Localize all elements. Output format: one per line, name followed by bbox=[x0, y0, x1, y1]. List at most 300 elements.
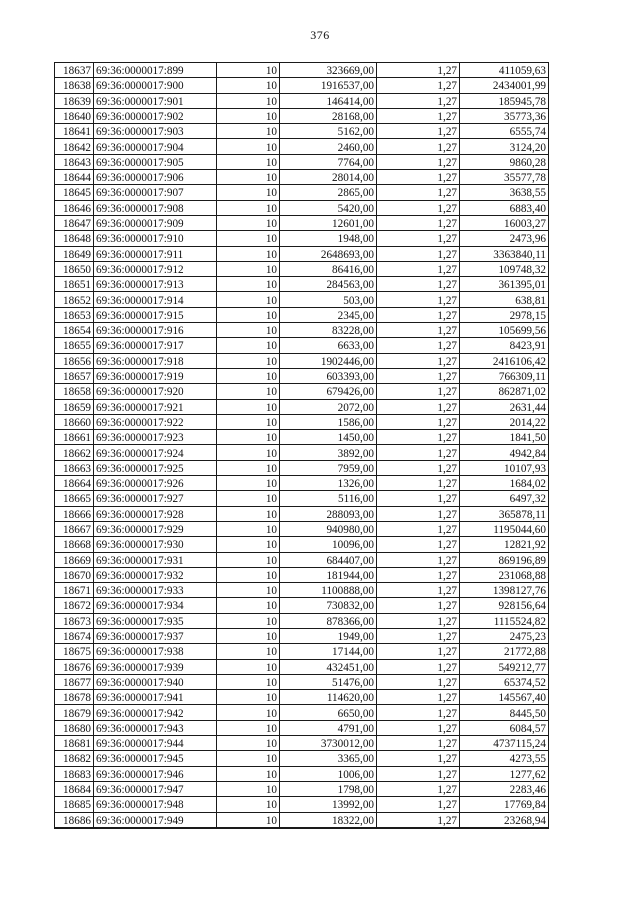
row-number-cell: 18686 bbox=[55, 812, 94, 828]
group-code-cell: 10 bbox=[217, 108, 280, 123]
result-value-cell: 109748,32 bbox=[460, 261, 549, 276]
group-code-cell: 10 bbox=[217, 445, 280, 460]
table-row bbox=[55, 63, 549, 78]
row-number-cell: 18637 bbox=[55, 63, 94, 78]
row-number-cell: 18650 bbox=[55, 261, 94, 276]
cadastral-number-cell: 69:36:0000017:930 bbox=[94, 537, 217, 552]
cadastral-value-table bbox=[54, 62, 549, 829]
table-row bbox=[55, 491, 549, 506]
cadastral-number-cell: 69:36:0000017:916 bbox=[94, 323, 217, 338]
cadastral-number-cell: 69:36:0000017:906 bbox=[94, 170, 217, 185]
base-value-cell: 4791,00 bbox=[280, 720, 377, 735]
cadastral-number-cell: 69:36:0000017:946 bbox=[94, 766, 217, 781]
result-value-cell: 35773,36 bbox=[460, 108, 549, 123]
coefficient-cell: 1,27 bbox=[377, 108, 460, 123]
base-value-cell: 3730012,00 bbox=[280, 736, 377, 751]
cadastral-number-cell: 69:36:0000017:909 bbox=[94, 215, 217, 230]
result-value-cell: 9860,28 bbox=[460, 154, 549, 169]
group-code-cell: 10 bbox=[217, 736, 280, 751]
row-number-cell: 18638 bbox=[55, 78, 94, 93]
cadastral-number-cell: 69:36:0000017:920 bbox=[94, 384, 217, 399]
table-row bbox=[55, 476, 549, 491]
coefficient-cell: 1,27 bbox=[377, 552, 460, 567]
base-value-cell: 2648693,00 bbox=[280, 246, 377, 261]
group-code-cell: 10 bbox=[217, 124, 280, 139]
group-code-cell: 10 bbox=[217, 628, 280, 643]
table-row bbox=[55, 277, 549, 292]
base-value-cell: 6650,00 bbox=[280, 705, 377, 720]
base-value-cell: 730832,00 bbox=[280, 598, 377, 613]
row-number-cell: 18646 bbox=[55, 200, 94, 215]
cadastral-number-cell: 69:36:0000017:935 bbox=[94, 613, 217, 628]
cadastral-number-cell: 69:36:0000017:949 bbox=[94, 812, 217, 828]
result-value-cell: 17769,84 bbox=[460, 797, 549, 812]
table-row bbox=[55, 353, 549, 368]
base-value-cell: 7959,00 bbox=[280, 460, 377, 475]
row-number-cell: 18666 bbox=[55, 506, 94, 521]
row-number-cell: 18662 bbox=[55, 445, 94, 460]
group-code-cell: 10 bbox=[217, 583, 280, 598]
result-value-cell: 2416106,42 bbox=[460, 353, 549, 368]
cadastral-number-cell: 69:36:0000017:901 bbox=[94, 93, 217, 108]
table-row bbox=[55, 705, 549, 720]
cadastral-number-cell: 69:36:0000017:921 bbox=[94, 399, 217, 414]
row-number-cell: 18676 bbox=[55, 659, 94, 674]
group-code-cell: 10 bbox=[217, 246, 280, 261]
coefficient-cell: 1,27 bbox=[377, 812, 460, 828]
coefficient-cell: 1,27 bbox=[377, 736, 460, 751]
table-row bbox=[55, 521, 549, 536]
base-value-cell: 1100888,00 bbox=[280, 583, 377, 598]
table-row bbox=[55, 537, 549, 552]
cadastral-number-cell: 69:36:0000017:911 bbox=[94, 246, 217, 261]
result-value-cell: 2014,22 bbox=[460, 414, 549, 429]
base-value-cell: 2865,00 bbox=[280, 185, 377, 200]
row-number-cell: 18664 bbox=[55, 476, 94, 491]
row-number-cell: 18657 bbox=[55, 368, 94, 383]
result-value-cell: 2631,44 bbox=[460, 399, 549, 414]
base-value-cell: 146414,00 bbox=[280, 93, 377, 108]
coefficient-cell: 1,27 bbox=[377, 231, 460, 246]
row-number-cell: 18682 bbox=[55, 751, 94, 766]
result-value-cell: 4942,84 bbox=[460, 445, 549, 460]
base-value-cell: 2345,00 bbox=[280, 307, 377, 322]
table-row bbox=[55, 628, 549, 643]
row-number-cell: 18649 bbox=[55, 246, 94, 261]
table-row bbox=[55, 215, 549, 230]
group-code-cell: 10 bbox=[217, 63, 280, 78]
result-value-cell: 6883,40 bbox=[460, 200, 549, 215]
base-value-cell: 114620,00 bbox=[280, 690, 377, 705]
group-code-cell: 10 bbox=[217, 797, 280, 812]
cadastral-number-cell: 69:36:0000017:912 bbox=[94, 261, 217, 276]
cadastral-number-cell: 69:36:0000017:899 bbox=[94, 63, 217, 78]
base-value-cell: 28014,00 bbox=[280, 170, 377, 185]
base-value-cell: 10096,00 bbox=[280, 537, 377, 552]
row-number-cell: 18642 bbox=[55, 139, 94, 154]
table-row bbox=[55, 231, 549, 246]
coefficient-cell: 1,27 bbox=[377, 705, 460, 720]
base-value-cell: 284563,00 bbox=[280, 277, 377, 292]
result-value-cell: 2978,15 bbox=[460, 307, 549, 322]
row-number-cell: 18679 bbox=[55, 705, 94, 720]
table-row bbox=[55, 552, 549, 567]
coefficient-cell: 1,27 bbox=[377, 430, 460, 445]
cadastral-number-cell: 69:36:0000017:904 bbox=[94, 139, 217, 154]
result-value-cell: 1684,02 bbox=[460, 476, 549, 491]
row-number-cell: 18663 bbox=[55, 460, 94, 475]
table-row bbox=[55, 460, 549, 475]
group-code-cell: 10 bbox=[217, 430, 280, 445]
table-row bbox=[55, 430, 549, 445]
coefficient-cell: 1,27 bbox=[377, 414, 460, 429]
table-row bbox=[55, 246, 549, 261]
table-row bbox=[55, 766, 549, 781]
group-code-cell: 10 bbox=[217, 414, 280, 429]
row-number-cell: 18677 bbox=[55, 674, 94, 689]
base-value-cell: 288093,00 bbox=[280, 506, 377, 521]
table-row bbox=[55, 185, 549, 200]
group-code-cell: 10 bbox=[217, 93, 280, 108]
result-value-cell: 8445,50 bbox=[460, 705, 549, 720]
cadastral-number-cell: 69:36:0000017:907 bbox=[94, 185, 217, 200]
coefficient-cell: 1,27 bbox=[377, 154, 460, 169]
row-number-cell: 18644 bbox=[55, 170, 94, 185]
cadastral-number-cell: 69:36:0000017:929 bbox=[94, 521, 217, 536]
table-row bbox=[55, 154, 549, 169]
coefficient-cell: 1,27 bbox=[377, 521, 460, 536]
table-row bbox=[55, 736, 549, 751]
row-number-cell: 18659 bbox=[55, 399, 94, 414]
table-row bbox=[55, 797, 549, 812]
cadastral-number-cell: 69:36:0000017:900 bbox=[94, 78, 217, 93]
coefficient-cell: 1,27 bbox=[377, 170, 460, 185]
base-value-cell: 1586,00 bbox=[280, 414, 377, 429]
cadastral-number-cell: 69:36:0000017:940 bbox=[94, 674, 217, 689]
cadastral-number-cell: 69:36:0000017:932 bbox=[94, 567, 217, 582]
table-row bbox=[55, 368, 549, 383]
coefficient-cell: 1,27 bbox=[377, 460, 460, 475]
group-code-cell: 10 bbox=[217, 292, 280, 307]
coefficient-cell: 1,27 bbox=[377, 537, 460, 552]
base-value-cell: 12601,00 bbox=[280, 215, 377, 230]
base-value-cell: 2072,00 bbox=[280, 399, 377, 414]
table-row bbox=[55, 323, 549, 338]
group-code-cell: 10 bbox=[217, 598, 280, 613]
row-number-cell: 18674 bbox=[55, 628, 94, 643]
cadastral-number-cell: 69:36:0000017:903 bbox=[94, 124, 217, 139]
result-value-cell: 6555,74 bbox=[460, 124, 549, 139]
base-value-cell: 1916537,00 bbox=[280, 78, 377, 93]
row-number-cell: 18678 bbox=[55, 690, 94, 705]
group-code-cell: 10 bbox=[217, 460, 280, 475]
coefficient-cell: 1,27 bbox=[377, 567, 460, 582]
cadastral-number-cell: 69:36:0000017:915 bbox=[94, 307, 217, 322]
coefficient-cell: 1,27 bbox=[377, 628, 460, 643]
result-value-cell: 105699,56 bbox=[460, 323, 549, 338]
coefficient-cell: 1,27 bbox=[377, 674, 460, 689]
coefficient-cell: 1,27 bbox=[377, 185, 460, 200]
result-value-cell: 2434001,99 bbox=[460, 78, 549, 93]
row-number-cell: 18645 bbox=[55, 185, 94, 200]
group-code-cell: 10 bbox=[217, 338, 280, 353]
group-code-cell: 10 bbox=[217, 78, 280, 93]
result-value-cell: 2475,23 bbox=[460, 628, 549, 643]
coefficient-cell: 1,27 bbox=[377, 384, 460, 399]
group-code-cell: 10 bbox=[217, 384, 280, 399]
base-value-cell: 603393,00 bbox=[280, 368, 377, 383]
coefficient-cell: 1,27 bbox=[377, 78, 460, 93]
table-body bbox=[55, 63, 549, 828]
cadastral-number-cell: 69:36:0000017:944 bbox=[94, 736, 217, 751]
cadastral-number-cell: 69:36:0000017:913 bbox=[94, 277, 217, 292]
result-value-cell: 1195044,60 bbox=[460, 521, 549, 536]
cadastral-number-cell: 69:36:0000017:937 bbox=[94, 628, 217, 643]
group-code-cell: 10 bbox=[217, 674, 280, 689]
cadastral-number-cell: 69:36:0000017:924 bbox=[94, 445, 217, 460]
table-row bbox=[55, 384, 549, 399]
base-value-cell: 13992,00 bbox=[280, 797, 377, 812]
coefficient-cell: 1,27 bbox=[377, 797, 460, 812]
table-row bbox=[55, 613, 549, 628]
result-value-cell: 6084,57 bbox=[460, 720, 549, 735]
coefficient-cell: 1,27 bbox=[377, 200, 460, 215]
table-row bbox=[55, 399, 549, 414]
group-code-cell: 10 bbox=[217, 231, 280, 246]
row-number-cell: 18648 bbox=[55, 231, 94, 246]
coefficient-cell: 1,27 bbox=[377, 613, 460, 628]
group-code-cell: 10 bbox=[217, 537, 280, 552]
base-value-cell: 7764,00 bbox=[280, 154, 377, 169]
group-code-cell: 10 bbox=[217, 812, 280, 828]
row-number-cell: 18681 bbox=[55, 736, 94, 751]
cadastral-number-cell: 69:36:0000017:914 bbox=[94, 292, 217, 307]
table-row bbox=[55, 598, 549, 613]
cadastral-number-cell: 69:36:0000017:928 bbox=[94, 506, 217, 521]
group-code-cell: 10 bbox=[217, 368, 280, 383]
row-number-cell: 18672 bbox=[55, 598, 94, 613]
cadastral-number-cell: 69:36:0000017:948 bbox=[94, 797, 217, 812]
cadastral-number-cell: 69:36:0000017:902 bbox=[94, 108, 217, 123]
result-value-cell: 365878,11 bbox=[460, 506, 549, 521]
coefficient-cell: 1,27 bbox=[377, 307, 460, 322]
coefficient-cell: 1,27 bbox=[377, 353, 460, 368]
row-number-cell: 18660 bbox=[55, 414, 94, 429]
result-value-cell: 145567,40 bbox=[460, 690, 549, 705]
base-value-cell: 17144,00 bbox=[280, 644, 377, 659]
group-code-cell: 10 bbox=[217, 139, 280, 154]
base-value-cell: 5162,00 bbox=[280, 124, 377, 139]
group-code-cell: 10 bbox=[217, 766, 280, 781]
result-value-cell: 3638,55 bbox=[460, 185, 549, 200]
result-value-cell: 35577,78 bbox=[460, 170, 549, 185]
coefficient-cell: 1,27 bbox=[377, 124, 460, 139]
group-code-cell: 10 bbox=[217, 307, 280, 322]
coefficient-cell: 1,27 bbox=[377, 277, 460, 292]
cadastral-number-cell: 69:36:0000017:918 bbox=[94, 353, 217, 368]
result-value-cell: 2283,46 bbox=[460, 781, 549, 796]
row-number-cell: 18671 bbox=[55, 583, 94, 598]
table-row bbox=[55, 583, 549, 598]
base-value-cell: 1948,00 bbox=[280, 231, 377, 246]
table-row bbox=[55, 506, 549, 521]
coefficient-cell: 1,27 bbox=[377, 399, 460, 414]
cadastral-number-cell: 69:36:0000017:942 bbox=[94, 705, 217, 720]
row-number-cell: 18665 bbox=[55, 491, 94, 506]
group-code-cell: 10 bbox=[217, 323, 280, 338]
cadastral-number-cell: 69:36:0000017:908 bbox=[94, 200, 217, 215]
cadastral-number-cell: 69:36:0000017:926 bbox=[94, 476, 217, 491]
base-value-cell: 1450,00 bbox=[280, 430, 377, 445]
result-value-cell: 231068,88 bbox=[460, 567, 549, 582]
row-number-cell: 18668 bbox=[55, 537, 94, 552]
group-code-cell: 10 bbox=[217, 170, 280, 185]
cadastral-number-cell: 69:36:0000017:919 bbox=[94, 368, 217, 383]
table-row bbox=[55, 751, 549, 766]
base-value-cell: 684407,00 bbox=[280, 552, 377, 567]
base-value-cell: 679426,00 bbox=[280, 384, 377, 399]
group-code-cell: 10 bbox=[217, 261, 280, 276]
group-code-cell: 10 bbox=[217, 720, 280, 735]
group-code-cell: 10 bbox=[217, 644, 280, 659]
coefficient-cell: 1,27 bbox=[377, 583, 460, 598]
result-value-cell: 3124,20 bbox=[460, 139, 549, 154]
group-code-cell: 10 bbox=[217, 613, 280, 628]
table-row bbox=[55, 124, 549, 139]
base-value-cell: 3892,00 bbox=[280, 445, 377, 460]
row-number-cell: 18641 bbox=[55, 124, 94, 139]
result-value-cell: 1398127,76 bbox=[460, 583, 549, 598]
cadastral-number-cell: 69:36:0000017:938 bbox=[94, 644, 217, 659]
base-value-cell: 1006,00 bbox=[280, 766, 377, 781]
result-value-cell: 2473,96 bbox=[460, 231, 549, 246]
table-row bbox=[55, 812, 549, 828]
group-code-cell: 10 bbox=[217, 154, 280, 169]
group-code-cell: 10 bbox=[217, 277, 280, 292]
table-row bbox=[55, 139, 549, 154]
coefficient-cell: 1,27 bbox=[377, 368, 460, 383]
row-number-cell: 18656 bbox=[55, 353, 94, 368]
base-value-cell: 323669,00 bbox=[280, 63, 377, 78]
group-code-cell: 10 bbox=[217, 476, 280, 491]
result-value-cell: 23268,94 bbox=[460, 812, 549, 828]
result-value-cell: 638,81 bbox=[460, 292, 549, 307]
result-value-cell: 185945,78 bbox=[460, 93, 549, 108]
coefficient-cell: 1,27 bbox=[377, 63, 460, 78]
result-value-cell: 361395,01 bbox=[460, 277, 549, 292]
row-number-cell: 18652 bbox=[55, 292, 94, 307]
result-value-cell: 766309,11 bbox=[460, 368, 549, 383]
group-code-cell: 10 bbox=[217, 521, 280, 536]
row-number-cell: 18647 bbox=[55, 215, 94, 230]
coefficient-cell: 1,27 bbox=[377, 720, 460, 735]
row-number-cell: 18670 bbox=[55, 567, 94, 582]
result-value-cell: 1115524,82 bbox=[460, 613, 549, 628]
result-value-cell: 4273,55 bbox=[460, 751, 549, 766]
coefficient-cell: 1,27 bbox=[377, 491, 460, 506]
base-value-cell: 432451,00 bbox=[280, 659, 377, 674]
group-code-cell: 10 bbox=[217, 353, 280, 368]
cadastral-number-cell: 69:36:0000017:941 bbox=[94, 690, 217, 705]
cadastral-number-cell: 69:36:0000017:923 bbox=[94, 430, 217, 445]
table-row bbox=[55, 292, 549, 307]
cadastral-number-cell: 69:36:0000017:933 bbox=[94, 583, 217, 598]
row-number-cell: 18658 bbox=[55, 384, 94, 399]
table-row bbox=[55, 674, 549, 689]
base-value-cell: 1326,00 bbox=[280, 476, 377, 491]
row-number-cell: 18684 bbox=[55, 781, 94, 796]
row-number-cell: 18669 bbox=[55, 552, 94, 567]
row-number-cell: 18654 bbox=[55, 323, 94, 338]
coefficient-cell: 1,27 bbox=[377, 445, 460, 460]
base-value-cell: 181944,00 bbox=[280, 567, 377, 582]
base-value-cell: 5116,00 bbox=[280, 491, 377, 506]
table-row bbox=[55, 659, 549, 674]
coefficient-cell: 1,27 bbox=[377, 246, 460, 261]
result-value-cell: 8423,91 bbox=[460, 338, 549, 353]
row-number-cell: 18643 bbox=[55, 154, 94, 169]
table-row bbox=[55, 567, 549, 582]
cadastral-number-cell: 69:36:0000017:947 bbox=[94, 781, 217, 796]
base-value-cell: 83228,00 bbox=[280, 323, 377, 338]
cadastral-number-cell: 69:36:0000017:943 bbox=[94, 720, 217, 735]
row-number-cell: 18655 bbox=[55, 338, 94, 353]
base-value-cell: 1949,00 bbox=[280, 628, 377, 643]
table-row bbox=[55, 414, 549, 429]
table-row bbox=[55, 644, 549, 659]
row-number-cell: 18673 bbox=[55, 613, 94, 628]
result-value-cell: 6497,32 bbox=[460, 491, 549, 506]
cadastral-number-cell: 69:36:0000017:905 bbox=[94, 154, 217, 169]
group-code-cell: 10 bbox=[217, 200, 280, 215]
coefficient-cell: 1,27 bbox=[377, 323, 460, 338]
result-value-cell: 16003,27 bbox=[460, 215, 549, 230]
coefficient-cell: 1,27 bbox=[377, 215, 460, 230]
table-row bbox=[55, 307, 549, 322]
base-value-cell: 503,00 bbox=[280, 292, 377, 307]
coefficient-cell: 1,27 bbox=[377, 292, 460, 307]
page-number: 376 bbox=[310, 28, 330, 42]
group-code-cell: 10 bbox=[217, 185, 280, 200]
row-number-cell: 18661 bbox=[55, 430, 94, 445]
group-code-cell: 10 bbox=[217, 690, 280, 705]
coefficient-cell: 1,27 bbox=[377, 751, 460, 766]
base-value-cell: 1798,00 bbox=[280, 781, 377, 796]
result-value-cell: 1277,62 bbox=[460, 766, 549, 781]
group-code-cell: 10 bbox=[217, 705, 280, 720]
base-value-cell: 878366,00 bbox=[280, 613, 377, 628]
coefficient-cell: 1,27 bbox=[377, 781, 460, 796]
coefficient-cell: 1,27 bbox=[377, 476, 460, 491]
base-value-cell: 5420,00 bbox=[280, 200, 377, 215]
base-value-cell: 940980,00 bbox=[280, 521, 377, 536]
base-value-cell: 2460,00 bbox=[280, 139, 377, 154]
row-number-cell: 18675 bbox=[55, 644, 94, 659]
result-value-cell: 4737115,24 bbox=[460, 736, 549, 751]
table-row bbox=[55, 108, 549, 123]
cadastral-number-cell: 69:36:0000017:927 bbox=[94, 491, 217, 506]
result-value-cell: 862871,02 bbox=[460, 384, 549, 399]
group-code-cell: 10 bbox=[217, 215, 280, 230]
group-code-cell: 10 bbox=[217, 399, 280, 414]
table-row bbox=[55, 200, 549, 215]
row-number-cell: 18651 bbox=[55, 277, 94, 292]
result-value-cell: 549212,77 bbox=[460, 659, 549, 674]
coefficient-cell: 1,27 bbox=[377, 644, 460, 659]
result-value-cell: 12821,92 bbox=[460, 537, 549, 552]
row-number-cell: 18639 bbox=[55, 93, 94, 108]
group-code-cell: 10 bbox=[217, 567, 280, 582]
